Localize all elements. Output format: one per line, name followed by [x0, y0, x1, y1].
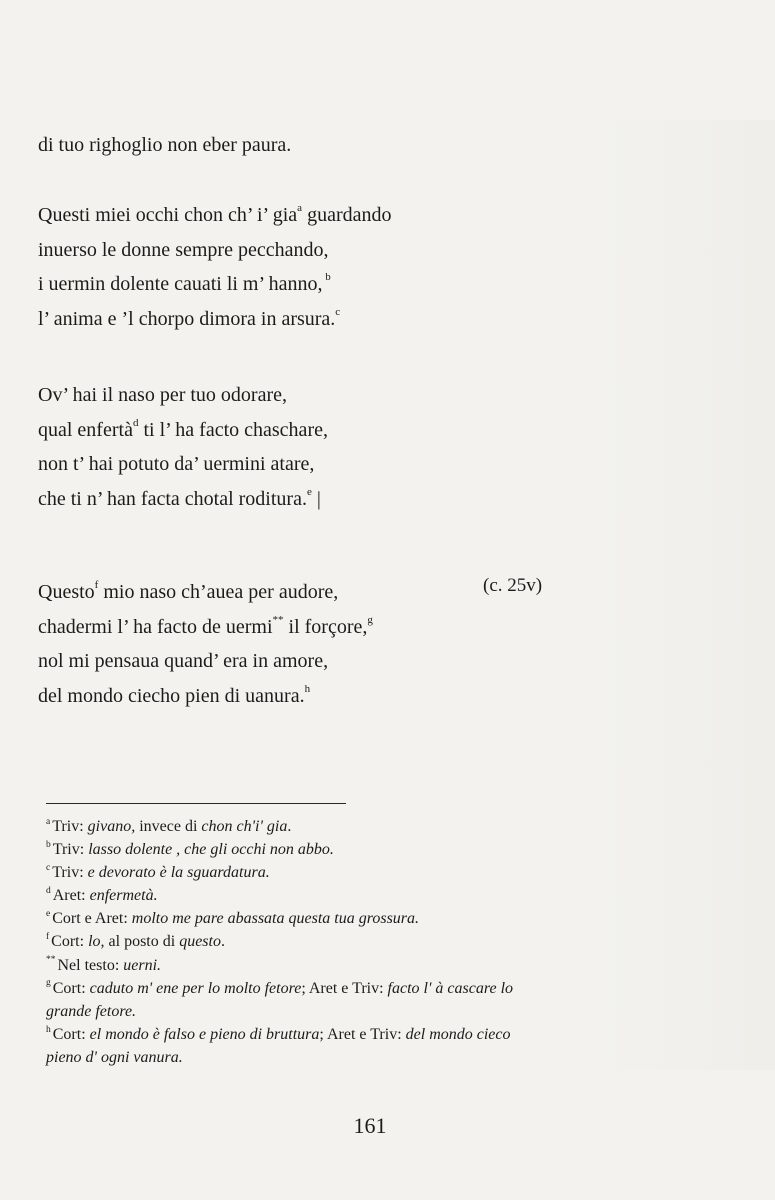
- verse-text: l’ anima e ’l chorpo dimora in arsura.: [38, 307, 336, 330]
- footnote: [46, 884, 706, 907]
- footnote-continuation: [46, 1000, 706, 1023]
- stanza: [38, 198, 391, 336]
- note-marker: **: [272, 613, 284, 626]
- verse-text: |: [311, 487, 321, 510]
- footnote-separator: [46, 803, 346, 804]
- footnote-text: Cort:: [51, 933, 89, 951]
- verse-line: [38, 198, 391, 233]
- note-marker: g: [367, 613, 373, 626]
- verse-text: inuerso le donne sempre pecchando,: [38, 238, 329, 261]
- footnote-text: Cort e Aret:: [52, 910, 132, 928]
- verse-text: ti l’ ha facto chaschare,: [138, 418, 328, 441]
- footnote-italic-text: givano,: [87, 818, 136, 835]
- footnote: [46, 815, 706, 838]
- footnote-italic-text: questo: [179, 933, 221, 951]
- note-marker: a: [297, 202, 303, 215]
- footnote-text: al posto di: [104, 933, 180, 951]
- footnote-text: ; Aret e Triv:: [301, 979, 388, 997]
- verse-text: non t’ hai potuto da’ uermini atare,: [38, 453, 315, 475]
- footnote: [46, 1023, 706, 1069]
- verse-line: [38, 575, 373, 610]
- footnote: [46, 838, 706, 861]
- footnote-marker: c: [46, 862, 51, 873]
- verse-line: [38, 233, 391, 268]
- footnote-italic-text: molto me pare abassata questa tua grossura.: [131, 910, 420, 928]
- note-marker: h: [304, 682, 311, 695]
- verse-line: [38, 413, 328, 448]
- footnote-continuation: [46, 1046, 706, 1069]
- footnote-italic-text: e devorato è la sguardatura.: [87, 864, 270, 882]
- margin-reference: (c. 25v): [483, 575, 543, 596]
- verse-text: di tuo righoglio non eber paura.: [38, 134, 292, 156]
- footnote-italic-text: lasso dolente , che gli occhi non abbo.: [88, 841, 334, 859]
- verse-line: [38, 644, 373, 679]
- footnote-italic-text: uerni.: [123, 956, 162, 974]
- note-marker: b: [322, 271, 331, 284]
- verse-line: [38, 267, 391, 302]
- note-marker: e: [306, 485, 312, 498]
- verse-text: guardando: [302, 204, 392, 226]
- verse-line: [38, 679, 373, 714]
- stanza: [38, 575, 373, 713]
- footnote-italic-text: facto l' à cascare lo: [387, 979, 514, 997]
- verse-line: [38, 378, 328, 413]
- footnote-italic-text: enfermetà.: [89, 887, 158, 905]
- verse-text: i uermin dolente cauati li m’ hanno,: [38, 273, 323, 295]
- footnote-marker: g: [46, 978, 51, 989]
- footnote-italic-text: chon ch'i' gia: [201, 818, 288, 835]
- verse-text: Questo: [38, 581, 95, 603]
- footnote-marker: h: [46, 1024, 51, 1035]
- footnote-marker: a: [46, 816, 51, 827]
- verse-line: [38, 610, 373, 645]
- stanza: [38, 378, 328, 516]
- footnote-text: Triv:: [52, 841, 89, 859]
- footnote-text: .: [287, 818, 292, 835]
- footnote-text: Nel testo:: [57, 956, 124, 974]
- verse-line: [38, 302, 391, 337]
- footnote-marker: f: [46, 932, 50, 943]
- verse-text: qual enfertà: [38, 418, 133, 441]
- note-marker: f: [94, 579, 99, 592]
- footnote: [46, 954, 706, 977]
- stanza: [38, 128, 291, 163]
- footnote-marker: b: [46, 839, 51, 850]
- verse-line: [38, 482, 328, 517]
- footnote-text: .: [220, 933, 225, 951]
- footnote-text: ; Aret e Triv:: [319, 1025, 406, 1043]
- footnote-marker: e: [46, 909, 51, 920]
- verse-line: [38, 447, 328, 482]
- verse-text: che ti n’ han facta chotal roditura.: [38, 487, 307, 510]
- footnote-marker: **: [46, 955, 56, 966]
- footnote-text: Triv:: [52, 864, 88, 882]
- footnote: [46, 907, 706, 930]
- note-marker: d: [132, 416, 139, 429]
- verse-text: Questi miei occhi chon ch’ i’ gia: [38, 204, 298, 226]
- footnote: [46, 930, 706, 953]
- verse-text: del mondo ciecho pien di uanura.: [38, 684, 305, 707]
- verse-text: nol mi pensaua quand’ era in amore,: [38, 650, 329, 672]
- page-number: 161: [353, 1113, 387, 1138]
- verse-text: chadermi l’ ha facto de uermi: [38, 615, 273, 638]
- footnote-marker: d: [46, 885, 51, 896]
- footnote-text: Cort:: [52, 979, 90, 997]
- footnote-text: Triv:: [52, 818, 88, 835]
- verse-text: Ov’ hai il naso per tuo odorare,: [38, 384, 287, 406]
- footnote-italic-text: pieno d' ogni vanura.: [46, 1048, 183, 1066]
- footnote: [46, 977, 706, 1023]
- verse-text: mio naso ch’auea per audore,: [98, 581, 339, 603]
- footnote-italic-text: caduto m' ene per lo molto fetore: [89, 979, 302, 997]
- footnote-italic-text: grande fetore.: [46, 1002, 137, 1020]
- footnote-text: Aret:: [52, 887, 90, 905]
- footnote: [46, 861, 706, 884]
- footnote-text: invece di: [135, 818, 202, 835]
- footnotes: [46, 815, 706, 1069]
- note-marker: c: [335, 305, 341, 318]
- footnote-italic-text: lo,: [88, 933, 105, 951]
- footnote-text: Cort:: [52, 1025, 90, 1043]
- footnote-italic-text: del mondo cieco: [405, 1025, 511, 1043]
- footnote-italic-text: el mondo è falso e pieno di bruttura: [89, 1025, 320, 1043]
- verse-line: [38, 128, 291, 163]
- verse-text: il forçore,: [283, 615, 368, 638]
